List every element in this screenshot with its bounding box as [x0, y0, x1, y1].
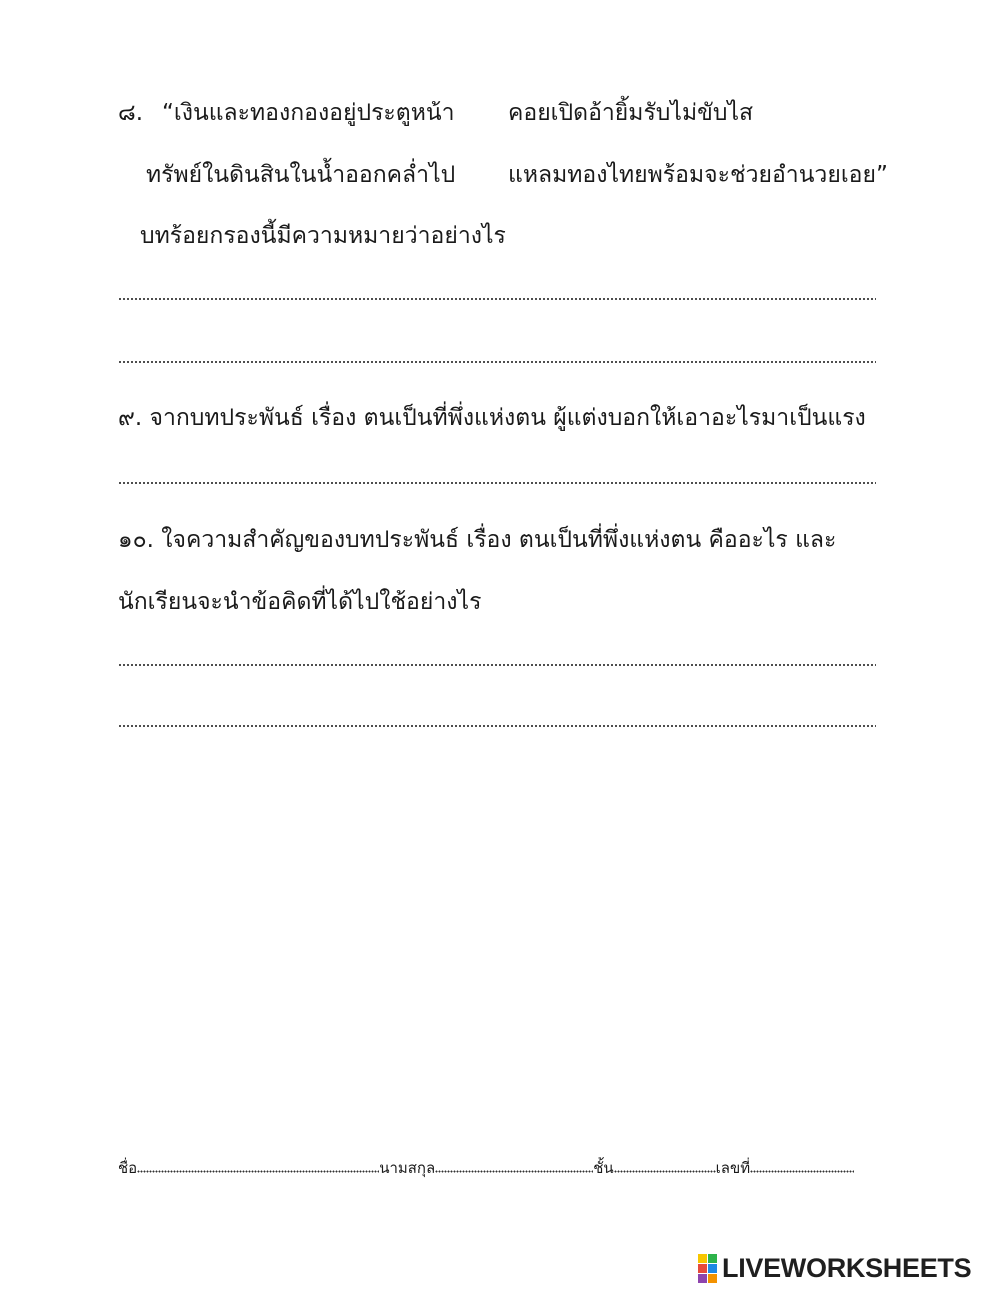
q9-answer-line-1[interactable] — [118, 481, 876, 485]
q10-text-line2: นักเรียนจะนำข้อคิดที่ได้ไปใช้อย่างไร — [118, 589, 482, 615]
q9-text: ๙. จากบทประพันธ์ เรื่อง ตนเป็นที่พึ่งแห่งตน ผู้แต่งบอกให้เอาอะไรมาเป็นแรง — [118, 405, 866, 431]
class-label: ชั้น — [593, 1159, 614, 1177]
q8-answer-line-2[interactable] — [118, 360, 876, 364]
q8-prompt: บทร้อยกรองนี้มีความหมายว่าอย่างไร — [140, 223, 506, 249]
q10-answer-line-2[interactable] — [118, 724, 876, 728]
q10-answer-line-1[interactable] — [118, 663, 876, 667]
name-field[interactable] — [137, 1170, 379, 1173]
number-label: เลขที่ — [715, 1159, 751, 1177]
q8-number: ๘. — [118, 100, 144, 126]
liveworksheets-logo-text: LIVEWORKSHEETS — [722, 1252, 972, 1283]
name-label: ชื่อ — [118, 1159, 138, 1177]
surname-label: นามสกุล — [379, 1159, 436, 1177]
student-info-footer — [118, 1158, 854, 1178]
liveworksheets-logo — [698, 1253, 971, 1283]
q8-verse-line1-right: คอยเปิดอ้ายิ้มรับไม่ขับไส — [508, 100, 754, 126]
liveworksheets-logo-icon — [698, 1254, 717, 1283]
number-field[interactable] — [750, 1170, 854, 1173]
surname-field[interactable] — [435, 1170, 593, 1173]
q8-answer-line-1[interactable] — [118, 297, 876, 301]
class-field[interactable] — [614, 1170, 716, 1173]
q8-verse-line2-left: ทรัพย์ในดินสินในน้ำออกคล่ำไป — [146, 162, 456, 188]
q8-verse-line2-right: แหลมทองไทยพร้อมจะช่วยอำนวยเอย” — [508, 162, 888, 188]
q8-verse-line1-left: “เงินและทองกองอยู่ประตูหน้า — [162, 100, 455, 126]
q10-text-line1: ๑๐. ใจความสำคัญของบทประพันธ์ เรื่อง ตนเป็นที่พึ่งแห่งตน คืออะไร และ — [118, 527, 837, 553]
